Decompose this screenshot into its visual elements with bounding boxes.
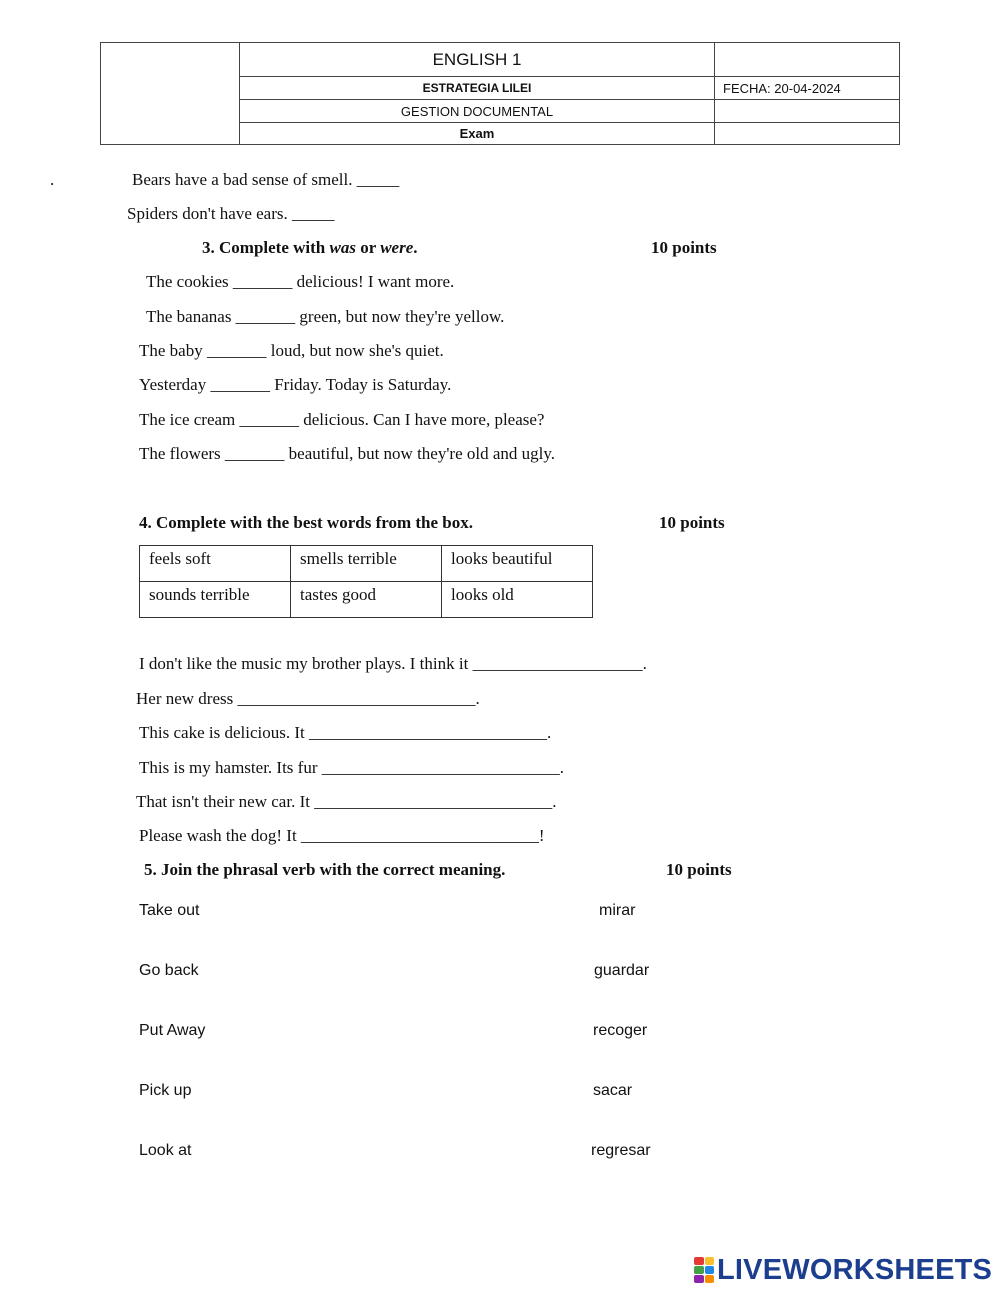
header-date: FECHA: 20-04-2024 — [714, 76, 900, 100]
logo-square — [694, 1257, 704, 1265]
word-box-cell: sounds terrible — [139, 581, 291, 618]
header-empty-2 — [714, 99, 900, 123]
phrasal-verb: Take out — [139, 902, 200, 919]
phrasal-verb: Pick up — [139, 1082, 192, 1099]
word-box-cell: feels soft — [139, 545, 291, 582]
meaning: recoger — [593, 1022, 648, 1039]
logo-square — [705, 1257, 715, 1265]
word-box — [139, 545, 593, 618]
section4-points: 10 points — [659, 513, 725, 532]
section4-item-1: I don't like the music my brother plays. I think it ____________________. — [139, 654, 647, 673]
word-box-cell: looks beautiful — [441, 545, 593, 582]
logo-grid-icon — [694, 1257, 714, 1283]
section3-item-1: The cookies _______ delicious! I want more. — [146, 272, 455, 291]
phrasal-verb: Look at — [139, 1142, 192, 1159]
section3-item-4: Yesterday _______ Friday. Today is Saturday. — [139, 375, 452, 394]
section3-title-was: was — [329, 238, 356, 257]
word-box-cell: smells terrible — [290, 545, 442, 582]
meaning: mirar — [599, 902, 636, 919]
section3-title-were: were — [380, 238, 414, 257]
liveworksheets-logo[interactable] — [694, 1255, 992, 1285]
section4-item-2: Her new dress ____________________________. — [136, 689, 480, 708]
word-box-cell: tastes good — [290, 581, 442, 618]
section3-item-6: The flowers _______ beautiful, but now they're old and ugly. — [139, 444, 556, 463]
header-empty-3 — [714, 122, 900, 145]
section3-title-prefix: 3. Complete with — [202, 238, 330, 257]
intro-dot: . — [50, 170, 55, 189]
meaning: guardar — [594, 962, 650, 979]
section4-item-3: This cake is delicious. It ____________________________. — [139, 723, 552, 742]
section3-points: 10 points — [651, 238, 717, 257]
phrasal-verb: Go back — [139, 962, 199, 979]
header-empty-1 — [714, 42, 900, 77]
logo-square — [694, 1266, 704, 1274]
section3-item-5: The ice cream _______ delicious. Can I have more, please? — [139, 410, 545, 429]
logo-text: LIVEWORKSHEETS — [717, 1253, 993, 1286]
phrasal-verb: Put Away — [139, 1022, 206, 1039]
section3-title-or: or — [355, 238, 381, 257]
intro-line-1: Bears have a bad sense of smell. _____ — [132, 170, 400, 189]
meaning: sacar — [593, 1082, 633, 1099]
header-department: GESTION DOCUMENTAL — [239, 99, 715, 123]
logo-square — [694, 1275, 704, 1283]
section3-title — [202, 238, 418, 258]
logo-square — [705, 1266, 715, 1274]
header-table — [100, 42, 900, 145]
header-logo-cell — [100, 42, 240, 145]
section3-item-2: The bananas _______ green, but now they're yellow. — [146, 307, 505, 326]
header-strategy: ESTRATEGIA LILEI — [239, 76, 715, 100]
section4-item-5: That isn't their new car. It ____________________________. — [136, 792, 557, 811]
header-doc-type: Exam — [239, 122, 715, 145]
word-box-cell: looks old — [441, 581, 593, 618]
logo-square — [705, 1275, 715, 1283]
section4-item-4: This is my hamster. Its fur ____________________________. — [139, 758, 564, 777]
header-title: ENGLISH 1 — [239, 42, 715, 77]
section5-title: 5. Join the phrasal verb with the correct meaning. — [144, 860, 506, 879]
intro-line-2: Spiders don't have ears. _____ — [127, 204, 335, 223]
section4-title: 4. Complete with the best words from the box. — [139, 513, 473, 532]
meaning: regresar — [591, 1142, 651, 1159]
section3-title-end: . — [413, 238, 418, 257]
section4-item-6: Please wash the dog! It ____________________________! — [139, 826, 545, 845]
section3-item-3: The baby _______ loud, but now she's quiet. — [139, 341, 444, 360]
section5-points: 10 points — [666, 860, 732, 879]
